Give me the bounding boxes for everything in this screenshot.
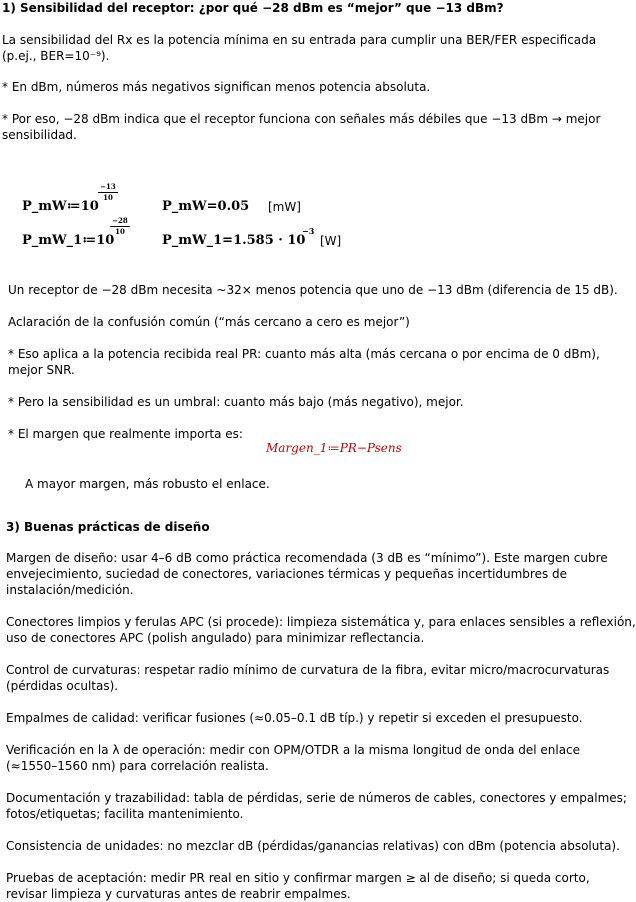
practice-item: Documentación y trazabilidad: tabla de pérdidas, serie de números de cables, conectores y empalmes; fotos/etiquetas; facilita mantenimiento. xyxy=(6,791,627,821)
section1-p2: * En dBm, números más negativos significan menos potencia absoluta. xyxy=(2,80,431,94)
section1-p3: * Por eso, −28 dBm indica que el receptor funciona con señales más débiles que −13 dBm → mejor sensibilidad. xyxy=(2,112,601,142)
section2-p4: * Pero la sensibilidad es un umbral: cuanto más bajo (más negativo), mejor. xyxy=(8,395,464,409)
practice-item: Pruebas de aceptación: medir PR real en sitio y confirmar margen ≥ al de diseño; si queda corto, revisar limpieza y curvaturas antes de reabrir empalmes. xyxy=(6,871,590,901)
practice-item: Control de curvaturas: respetar radio mínimo de curvatura de la fibra, evitar micro/macrocurvaturas (pérdidas ocultas). xyxy=(6,663,610,693)
result2-exponent: −3 xyxy=(302,226,315,236)
eq2-exponent xyxy=(110,217,130,236)
section2-p6: A mayor margen, más robusto el enlace. xyxy=(25,477,270,491)
practice-item: Margen de diseño: usar 4–6 dB como práctica recomendada (3 dB es “mínimo”). Este margen cubre envejecimiento, suciedad de conectores, variaciones térmicas y pequeñas incertidumbres de instalación/medición. xyxy=(6,551,608,597)
eq2-numerator: −28 xyxy=(112,216,128,225)
result1-unit: [mW] xyxy=(268,200,301,214)
eq1-left: P_mW≔10 xyxy=(22,199,99,214)
practice-item: Verificación en la λ de operación: medir con OPM/OTDR a la misma longitud de onda del enlace (≈1550–1560 nm) para correlación realista. xyxy=(6,743,581,773)
practice-item: Conectores limpios y ferulas APC (si procede): limpieza sistemática y, para enlaces sensibles a reflexión, uso de conectores APC (polish angulado) para minimizar reflectancia. xyxy=(6,615,636,645)
section1-p1: La sensibilidad del Rx es la potencia mínima en su entrada para cumplir una BER/FER especificada (p.ej., BER=10⁻⁹). xyxy=(2,33,597,63)
section2-p5: * El margen que realmente importa es: xyxy=(8,427,243,441)
result2-unit: [W] xyxy=(320,234,342,248)
section1-heading: 1) Sensibilidad del receptor: ¿por qué −28 dBm es “mejor” que −13 dBm? xyxy=(2,1,504,15)
margin-formula: Margen_1≔PR−Psens xyxy=(266,441,402,455)
eq2-denominator: 10 xyxy=(115,227,125,236)
eq1-exponent xyxy=(98,183,118,202)
practice-item: Consistencia de unidades: no mezclar dB (pérdidas/ganancias relativas) con dBm (potencia absoluta). xyxy=(6,839,620,853)
section2-p3: * Eso aplica a la potencia recibida real PR: cuanto más alta (más cercana o por encima de 0 dBm), mejor SNR. xyxy=(8,347,600,377)
eq1-denominator: 10 xyxy=(103,193,113,202)
result2: P_mW_1=1.585 · 10 xyxy=(162,233,306,248)
result1: P_mW=0.05 xyxy=(162,199,250,214)
eq1-numerator: −13 xyxy=(100,182,116,191)
section2-p1: Un receptor de −28 dBm necesita ~32× menos potencia que uno de −13 dBm (diferencia de 15 dB). xyxy=(8,283,618,297)
practice-item: Empalmes de calidad: verificar fusiones (≈0.05–0.1 dB típ.) y repetir si exceden el presupuesto. xyxy=(6,711,583,725)
section2-p2: Aclaración de la confusión común (“más cercano a cero es mejor”) xyxy=(8,315,410,329)
section3-heading: 3) Buenas prácticas de diseño xyxy=(6,520,210,534)
eq2-left: P_mW_1≔10 xyxy=(22,233,115,248)
